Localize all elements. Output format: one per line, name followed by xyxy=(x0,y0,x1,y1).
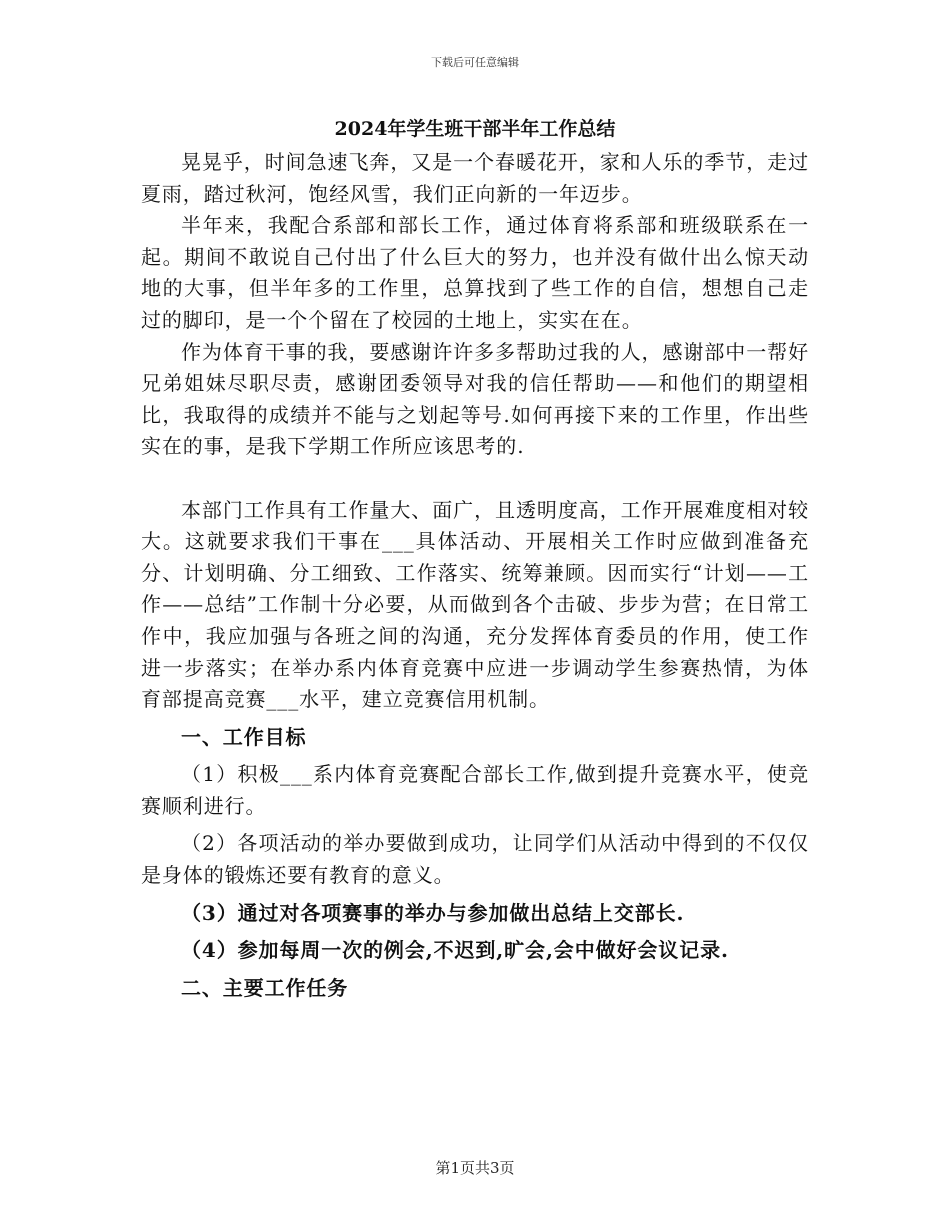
section-heading-tasks: 二、主要工作任务 xyxy=(181,975,349,1000)
paragraph-intro: 晃晃乎，时间急速飞奔，又是一个春暖花开，家和人乐的季节，走过夏雨，踏过秋河，饱经风雪，我们正向新的一年迈步。 xyxy=(141,150,809,206)
goal-item-1: （1）积极___系内体育竞赛配合部长工作,做到提升竞赛水平，使竞赛顺利进行。 xyxy=(141,762,809,818)
paragraph-thanks: 作为体育干事的我，要感谢许许多多帮助过我的人，感谢部中一帮好兄弟姐妹尽职尽责，感谢团委领导对我的信任帮助——和他们的期望相比，我取得的成绩并不能与之划起等号.如何再接下来的工作里，作出些实在的事，是我下学期工作所应该思考的. xyxy=(141,339,809,459)
section-heading-goals: 一、工作目标 xyxy=(181,724,307,749)
goal-item-2: （2）各项活动的举办要做到成功，让同学们从活动中得到的不仅仅是身体的锻炼还要有教育的意义。 xyxy=(141,831,809,888)
goal-item-4: （4）参加每周一次的例会,不迟到,旷会,会中做好会议记录. xyxy=(181,938,729,963)
paragraph-half-year: 半年来，我配合系部和部长工作，通过体育将系部和班级联系在一起。期间不敢说自己付出了什么巨大的努力，也并没有做什出么惊天动地的大事，但半年多的工作里，总算找到了些工作的自信，想想自己走过的脚印，是一个个留在了校园的土地上，实实在在。 xyxy=(141,213,809,332)
goal-item-3: （3）通过对各项赛事的举办与参加做出总结上交部长. xyxy=(181,900,685,925)
document-body xyxy=(141,147,809,1004)
document-title: 2024年学生班干部半年工作总结 xyxy=(334,118,616,140)
header-note: 下载后可任意编辑 xyxy=(431,56,519,69)
paragraph-department: 本部门工作具有工作量大、面广，且透明度高，工作开展难度相对较大。这就要求我们干事在___具体活动、开展相关工作时应做到准备充分、计划明确、分工细致、工作落实、统筹兼顾。因而实行“计划——工作——总结”工作制十分必要，从而做到各个击破、步步为营；在日常工作中，我应加强与各班之间的沟通，充分发挥体育委员的作用，使工作进一步落实；在举办系内体育竞赛中应进一步调动学生参赛热情，为体育部提高竞赛___水平，建立竞赛信用机制。 xyxy=(141,497,809,712)
page-number: 第1页共3页 xyxy=(435,1159,515,1177)
